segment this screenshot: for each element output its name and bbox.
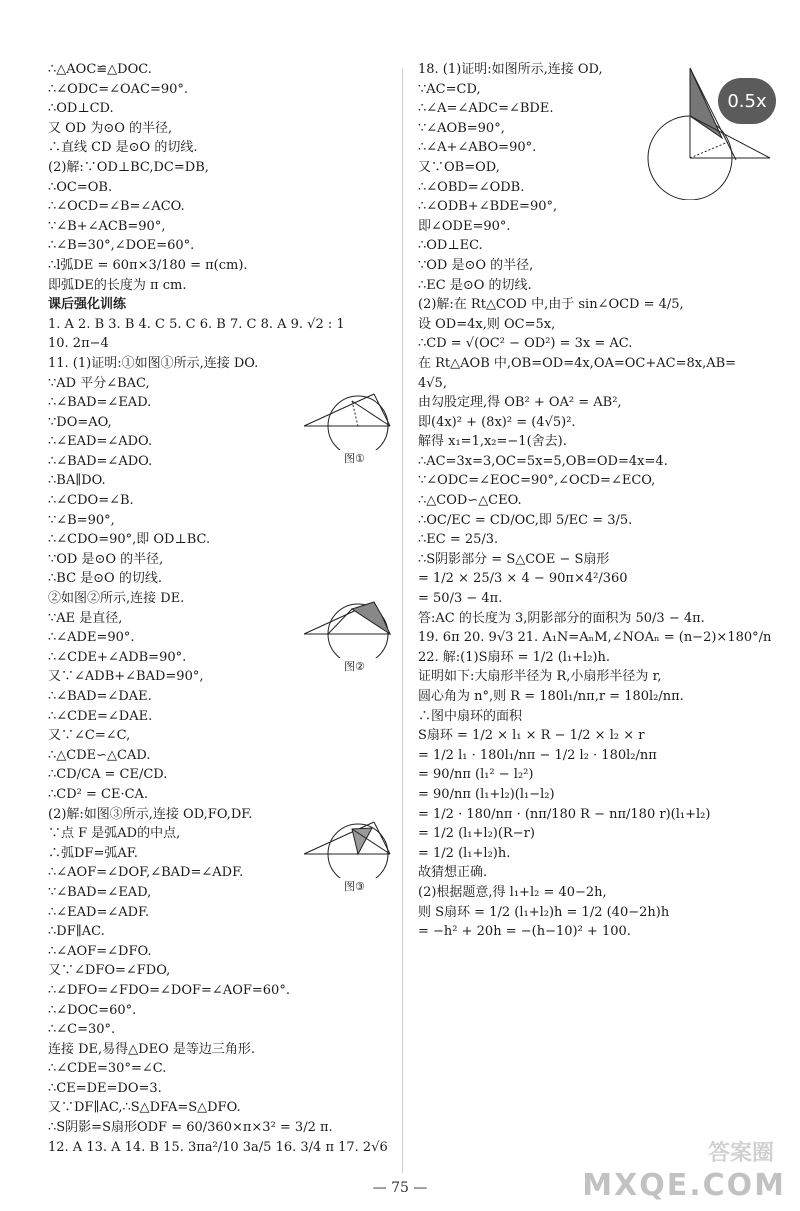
figure-2-caption: 图② [344,660,365,673]
text-line: ∵DO=AO, [48,414,112,430]
text-line: ∴BA∥DO. [48,473,106,489]
section-heading: 课后强化训练 [48,297,127,313]
text-line: ∴EC = 25/3. [418,532,499,548]
text-line: ∴S阴影部分 = S△COE − S扇形 [418,551,610,567]
text-line: ∴∠ADE=90°. [48,630,135,646]
text-line: ∴∠CDE=∠DAE. [48,708,153,724]
text-line: ∴直线 CD 是⊙O 的切线. [48,140,198,156]
text-line: ∵点 F 是弧AD的中点, [48,826,181,842]
text-line: ∴OD⊥CD. [48,101,114,117]
text-line: 即弧DE的长度为 π cm. [48,277,187,293]
text-line: ∴∠BAD=∠EAD. [48,395,152,411]
text-line: = 1/2 · 180/nπ · (nπ/180 R − nπ/180 r)(l₁+l₂) [418,806,711,822]
text-line: 又∵∠ADB+∠BAD=90°, [48,669,204,685]
figure-1 [300,388,400,465]
text-line: ∴∠A+∠ABO=90°. [418,140,537,156]
column-divider [402,68,403,1173]
text-line: ∵AC=CD, [418,81,481,97]
text-line: 即∠ODE=90°. [418,218,511,234]
page-number: — 75 — [372,1180,428,1196]
figure-2 [300,596,400,673]
text-line: ②如图②所示,连接 DE. [48,591,185,607]
text-line: ∴△COD∽△CEO. [418,493,522,509]
text-line: ∵AE 是直径, [48,610,123,626]
text-line: 在 Rt△AOB 中,OB=OD=4x,OA=OC+AC=8x,AB= [418,355,737,371]
text-line: 11. (1)证明:①如图①所示,连接 DO. [48,355,259,371]
text-line: ∴∠EAD=∠ADF. [48,904,150,920]
text-line: = 1/2 × 25/3 × 4 − 90π×4²/360 [418,571,628,587]
text-line: ∴弧DF=弧AF. [48,845,138,861]
text-line: ∴∠B=30°,∠DOE=60°. [48,238,195,254]
text-line: 又∵∠DFO=∠FDO, [48,963,171,979]
text-line: ∴∠ODC=∠OAC=90°. [48,81,189,97]
text-line: 19. 6π 20. 9√3 21. A₁N=AₙM,∠NOAₙ = (n−2)×180°/n [418,630,772,646]
text-line: 又∵DF∥AC,∴S△DFA=S△DFO. [48,1100,241,1116]
text-line: = 1/2 l₁ · 180l₁/nπ − 1/2 l₂ · 180l₂/nπ [418,747,657,763]
text-line: 解得 x₁=1,x₂=−1(舍去). [418,434,567,450]
text-line: 又 OD 为⊙O 的半径, [48,120,173,136]
text-line: ∴DF∥AC. [48,924,105,940]
text-line: ∵AD 平分∠BAC, [48,375,150,391]
text-line: ∴∠AOF=∠DOF,∠BAD=∠ADF. [48,865,244,881]
text-line: 12. A 13. A 14. B 15. 3πa²/10 3a/5 16. 3/4 π 17. 2√6 [48,1139,388,1155]
figure-1-drawing [300,388,400,450]
figure-3-drawing [300,816,400,878]
text-line: ∴图中扇环的面积 [418,708,523,724]
text-line: ∴S阴影=S扇形ODF = 60/360×π×3² = 3/2 π. [48,1120,333,1136]
text-line: = 50/3 − 4π. [418,591,503,607]
text-line: ∴△CDE∽△CAD. [48,747,151,763]
text-line: ∴∠CDE=30°=∠C. [48,1061,167,1077]
text-line: = 1/2 (l₁+l₂)h. [418,845,511,861]
text-line: 22. 解:(1)S扇环 = 1/2 (l₁+l₂)h. [418,649,610,665]
text-line: ∵OD 是⊙O 的半径, [48,551,164,567]
figure-2-drawing [300,596,400,658]
text-line: (2)解:在 Rt△COD 中,由于 sin∠OCD = 4/5, [418,297,684,313]
text-line: ∵∠BAD=∠EAD, [48,884,152,900]
text-line: ∵∠B+∠ACB=90°, [48,218,166,234]
text-line: 答:AC 的长度为 3,阴影部分的面积为 50/3 − 4π. [418,610,705,626]
text-line: ∴l弧DE = 60π×3/180 = π(cm). [48,257,248,273]
text-line: ∴∠BAD=∠DAE. [48,689,152,704]
figure-1-caption: 图① [344,452,365,465]
text-line: ∴∠AOF=∠DFO. [48,943,152,959]
figure-3 [300,816,400,893]
text-line: ∴∠EAD=∠ADO. [48,434,153,450]
text-line: ∵∠ODC=∠EOC=90°,∠OCD=∠ECO, [418,473,656,489]
text-line: = 1/2 (l₁+l₂)(R−r) [418,826,535,842]
text-line: 则 S扇环 = 1/2 (l₁+l₂)h = 1/2 (40−2h)h [418,904,670,920]
figure-3-caption: 图③ [344,880,365,893]
text-line: ∴∠BAD=∠ADO. [48,453,153,469]
text-line: ∴CD² = CE·CA. [48,786,149,802]
text-line: ∴OC=OB. [48,179,113,195]
text-line: 又∵OB=OD, [418,159,500,175]
text-line: ∴BC 是⊙O 的切线. [48,571,162,587]
text-line: ∴∠C=30°. [48,1022,116,1038]
text-line: = 90/nπ (l₁² − l₂²) [418,767,534,783]
text-line: 圆心角为 n°,则 R = 180l₁/nπ,r = 180l₂/nπ. [418,689,684,704]
text-line: ∴∠DOC=60°. [48,1002,137,1018]
text-line: ∴∠OBD=∠ODB. [418,179,525,195]
text-line: ∴∠CDO=∠B. [48,493,134,509]
text-line: ∴∠DFO=∠FDO=∠DOF=∠AOF=60°. [48,982,290,998]
text-line: ∴∠OCD=∠B=∠ACO. [48,199,185,215]
text-line: ∴CE=DE=DO=3. [48,1080,162,1096]
text-line: (2)根据题意,得 l₁+l₂ = 40−2h, [418,884,607,900]
text-line: S扇环 = 1/2 × l₁ × R − 1/2 × l₂ × r [418,728,645,744]
text-line: 10. 2π−4 [48,336,109,352]
text-line: ∴∠ODB+∠BDE=90°, [418,199,558,215]
text-line: 由勾股定理,得 OB² + OA² = AB², [418,395,622,411]
text-line: (2)解:如图③所示,连接 OD,FO,DF. [48,806,253,822]
zoom-level-badge[interactable]: 0.5x [718,78,776,124]
text-line: 又∵∠C=∠C, [48,728,131,744]
text-line: 1. A 2. B 3. B 4. C 5. C 6. B 7. C 8. A 9. √2 : 1 [48,316,345,332]
text-line: 设 OD=4x,则 OC=5x, [418,316,556,332]
text-line: ∴∠CDE+∠ADB=90°. [48,649,187,665]
text-line: 4√5, [418,375,447,391]
text-line: ∴OD⊥EC. [418,238,483,254]
text-line: ∵∠AOB=90°, [418,120,505,136]
text-line: = 90/nπ (l₁+l₂)(l₁−l₂) [418,786,555,802]
text-line: ∴AC=3x=3,OC=5x=5,OB=OD=4x=4. [418,453,668,469]
watermark: MXQE.COM [582,1168,786,1203]
text-line: (2)解:∵OD⊥BC,DC=DB, [48,159,209,175]
text-line: ∴CD = √(OC² − OD²) = 3x = AC. [418,336,633,352]
text-line: ∴CD/CA = CE/CD. [48,767,168,783]
text-line: 证明如下:大扇形半径为 R,小扇形半径为 r, [418,669,662,685]
text-line: ∵OD 是⊙O 的半径, [418,257,534,273]
text-line: 18. (1)证明:如图所示,连接 OD, [418,62,603,77]
text-line: ∵∠B=90°, [48,512,115,528]
text-line: ∴△AOC≌△DOC. [48,62,152,77]
watermark-cn: 答案圈 [707,1141,774,1166]
text-line: 故猜想正确. [418,865,488,881]
text-line: ∴EC 是⊙O 的切线. [418,277,532,293]
text-line: 连接 DE,易得△DEO 是等边三角形. [48,1041,256,1057]
text-line: ∴OC/EC = CD/OC,即 5/EC = 3/5. [418,512,633,528]
text-line: 即(4x)² + (8x)² = (4√5)². [418,414,576,430]
text-line: = −h² + 20h = −(h−10)² + 100. [418,924,631,940]
text-line: ∴∠A=∠ADC=∠BDE. [418,101,554,117]
text-line: ∴∠CDO=90°,即 OD⊥BC. [48,532,211,548]
